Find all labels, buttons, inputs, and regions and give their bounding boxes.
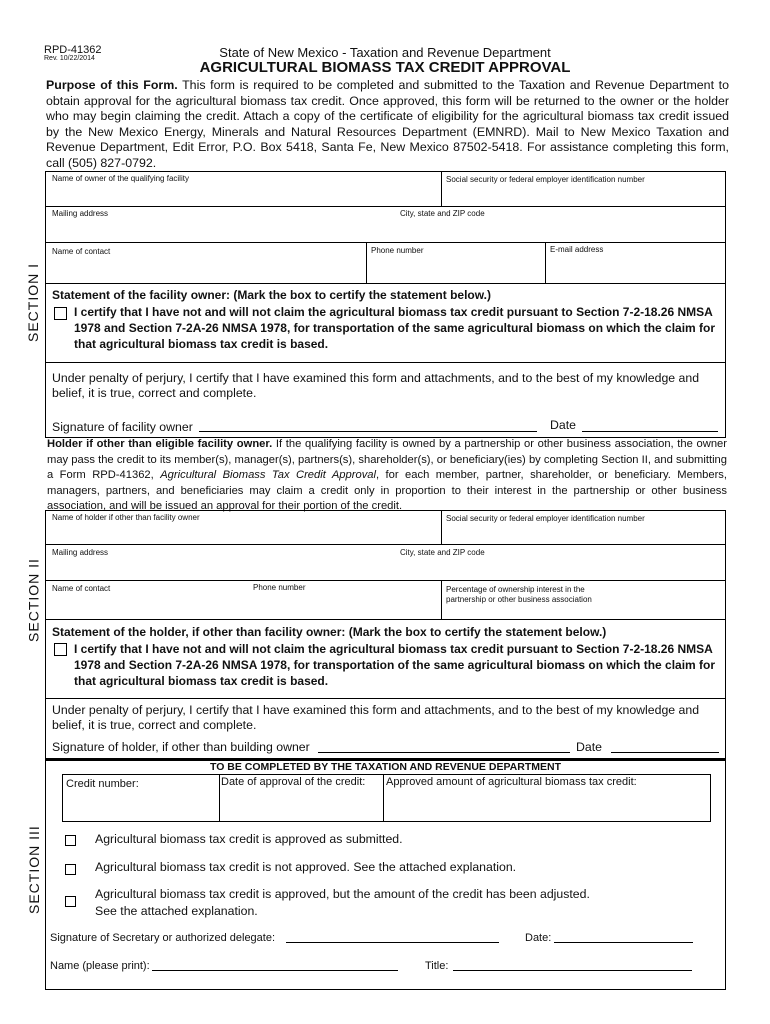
- owner-certify-checkbox[interactable]: [54, 307, 67, 320]
- adjusted-option-text: Agricultural biomass tax credit is approved, but the amount of the credit has been adjusted.: [95, 887, 590, 901]
- section-1-fields: [45, 171, 726, 284]
- title-label: Title:: [425, 960, 449, 972]
- holder-ssn-field[interactable]: Social security or federal employer identification number: [446, 514, 645, 523]
- holder-title: Holder if other than eligible facility owner.: [47, 438, 273, 450]
- holder-certify-checkbox[interactable]: [54, 643, 67, 656]
- section-3-heading: TO BE COMPLETED BY THE TAXATION AND REVENUE DEPARTMENT: [210, 761, 561, 773]
- holder-signature-line[interactable]: [318, 752, 570, 753]
- secretary-signature-label: Signature of Secretary or authorized delegate:: [50, 932, 276, 944]
- print-name-line[interactable]: [152, 970, 398, 971]
- holder-statement-text: I certify that I have not and will not claim the agricultural biomass tax credit pursuant to Section 7-2-18.26 NMSA 1978 and Section 7-2A-26 NMSA 1978, for transportation of the same agricultural biomass on which the claim for that agricultural biomass tax credit is based.: [74, 642, 716, 688]
- holder-text-italic: Agricultural Biomass Tax Credit Approval: [160, 469, 377, 482]
- owner-name-field[interactable]: Name of owner of the qualifying facility: [52, 174, 189, 183]
- section-2-fields: [45, 510, 726, 620]
- form-title: AGRICULTURAL BIOMASS TAX CREDIT APPROVAL: [199, 59, 571, 76]
- owner-ssn-field[interactable]: Social security or federal employer identification number: [446, 175, 645, 184]
- holder-mailing-field[interactable]: Mailing address: [52, 548, 109, 557]
- not-approved-option-text: Agricultural biomass tax credit is not approved. See the attached explanation.: [95, 860, 517, 874]
- owner-statement-title: Statement of the facility owner: (Mark the box to certify the statement below.): [52, 288, 491, 302]
- holder-text-2: , for each member, partner, shareholder, or beneficiary. Members, managers, partners, and beneficiaries may claim a credit only in proportion to their interest in the partnership or other business association, and will be issued an approval for their portion of the credit.: [47, 469, 728, 513]
- section-3-label: SECTION III: [26, 825, 42, 914]
- holder-date-line[interactable]: [611, 752, 719, 753]
- adjusted-option-text-2: See the attached explanation.: [95, 904, 258, 918]
- owner-statement-text: I certify that I have not and will not claim the agricultural biomass tax credit pursuant to Section 7-2-18.26 NMSA 1978 and Section 7-2A-26 NMSA 1978, for transportation of the same agricultural biomass on which the claim for that agricultural biomass tax credit is based.: [74, 305, 716, 351]
- holder-contact-field[interactable]: Name of contact: [52, 584, 111, 593]
- owner-contact-field[interactable]: Name of contact: [52, 247, 111, 256]
- owner-date-label: Date: [550, 418, 576, 432]
- not-approved-checkbox[interactable]: [65, 864, 76, 875]
- holder-date-label: Date: [576, 740, 602, 754]
- form-revision: Rev. 10/22/2014: [44, 55, 95, 62]
- holder-percentage-field-line2[interactable]: partnership or other business association: [446, 595, 592, 604]
- holder-paragraph: [47, 437, 727, 515]
- holder-perjury-text: Under penalty of perjury, I certify that I have examined this form and attachments, and to the best of my knowledge and belief, it is true, correct and complete.: [52, 703, 700, 732]
- approved-checkbox[interactable]: [65, 835, 76, 846]
- holder-statement-title: Statement of the holder, if other than facility owner: (Mark the box to certify the statement below.): [52, 625, 607, 639]
- section-1-label: SECTION I: [25, 262, 41, 342]
- purpose-text: This form is required to be completed and submitted to the Taxation and Revenue Department to obtain approval for the agricultural biomass tax credit. Once approved, this form will be returned to the owner or the holder who may begin claiming the credit. Attach a copy of the certificate of eligibility for the agricultural biomass tax credit issued by the New Mexico Energy, Minerals and Natural Resources Department (EMNRD). Mail to New Mexico Taxation and Revenue Department, Edit Error, P.O. Box 5418, Santa Fe, New Mexico 87502-5418. For assistance completing this form, call (505) 827-0792.: [46, 78, 729, 170]
- holder-city-field[interactable]: City, state and ZIP code: [400, 548, 485, 557]
- owner-perjury-text: Under penalty of perjury, I certify that I have examined this form and attachments, and to the best of my knowledge and belief, it is true, correct and complete.: [52, 371, 700, 400]
- owner-signature-label: Signature of facility owner: [52, 420, 193, 434]
- adjusted-checkbox[interactable]: [65, 896, 76, 907]
- approved-option-text: Agricultural biomass tax credit is approved as submitted.: [95, 832, 403, 846]
- owner-phone-field[interactable]: Phone number: [371, 246, 424, 255]
- holder-phone-field[interactable]: Phone number: [253, 583, 306, 592]
- secretary-date-label: Date:: [525, 932, 552, 944]
- section-2-label: SECTION II: [25, 558, 42, 642]
- holder-text-1: If the qualifying facility is owned by a partnership or other business association, the owner may pass the credit to its member(s), manager(s), partners(s), shareholder(s), or beneficiary(ies) by completing Section II, and submitting a Form RPD-41362,: [47, 438, 727, 482]
- form-id: RPD-41362: [44, 44, 102, 56]
- owner-signature-line[interactable]: [199, 431, 537, 432]
- approved-amount-field[interactable]: Approved amount of agricultural biomass tax credit:: [386, 776, 637, 788]
- print-name-label: Name (please print):: [50, 960, 150, 972]
- owner-city-field[interactable]: City, state and ZIP code: [400, 209, 485, 218]
- holder-percentage-field-line1[interactable]: Percentage of ownership interest in the: [446, 585, 585, 594]
- owner-date-line[interactable]: [582, 431, 718, 432]
- secretary-date-line[interactable]: [554, 942, 693, 943]
- owner-mailing-field[interactable]: Mailing address: [52, 209, 109, 218]
- holder-name-field[interactable]: Name of holder if other than facility owner: [52, 513, 200, 522]
- owner-email-field[interactable]: E-mail address: [550, 245, 604, 254]
- holder-signature-label: Signature of holder, if other than building owner: [52, 740, 310, 754]
- purpose-paragraph: [46, 78, 729, 172]
- credit-number-field[interactable]: Credit number:: [66, 778, 139, 790]
- secretary-signature-line[interactable]: [286, 942, 499, 943]
- title-line[interactable]: [453, 970, 692, 971]
- purpose-label: Purpose of this Form.: [46, 78, 178, 92]
- approval-date-field[interactable]: Date of approval of the credit:: [221, 776, 366, 788]
- department-name: State of New Mexico - Taxation and Revenue Department: [219, 45, 551, 60]
